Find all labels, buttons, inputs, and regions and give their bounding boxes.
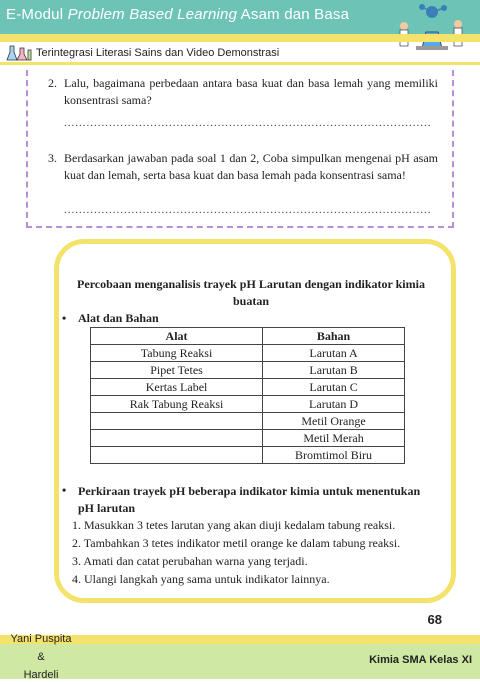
list-item: 4. Ulangi langkah yang sama untuk indikator lainnya. xyxy=(72,572,330,586)
header-accent-band xyxy=(0,34,480,42)
table-row: Pipet Tetes Larutan B xyxy=(91,362,405,379)
table-row: Metil Orange xyxy=(91,413,405,430)
col-header-tools: Alat xyxy=(91,328,263,345)
subtitle-underline xyxy=(0,62,480,65)
table-row: Bromtimol Biru xyxy=(91,447,405,464)
book-title: Kimia SMA Kelas XI xyxy=(369,654,472,666)
table-row: Tabung Reaksi Larutan A xyxy=(91,345,405,362)
lab-flasks-icon xyxy=(6,42,34,64)
table-row: Metil Merah xyxy=(91,430,405,447)
module-title: E-Modul Problem Based Learning Asam dan Basa xyxy=(6,6,350,23)
steps-list xyxy=(72,516,400,588)
bullet-icon: • xyxy=(62,483,67,497)
table-row: Kertas Label Larutan C xyxy=(91,379,405,396)
answer-line-3[interactable]: .................................................................................................. xyxy=(64,204,432,216)
tools-materials-table xyxy=(90,327,405,464)
bullet-icon: • xyxy=(62,311,67,325)
col-header-materials: Bahan xyxy=(263,328,405,345)
list-item: 2. Tambahkan 3 tetes indikator metil orange ke dalam tabung reaksi. xyxy=(72,536,401,550)
scientists-lab-illustration-icon xyxy=(392,2,472,54)
author-credit: Yani Puspita & Hardeli xyxy=(10,633,72,681)
list-item: 1. Masukkan 3 tetes larutan yang akan diuji kedalam tabung reaksi. xyxy=(72,518,396,532)
section-tools-heading: Alat dan Bahan xyxy=(78,311,159,325)
list-item: 3. Amati dan catat perubahan warna yang terjadi. xyxy=(72,554,308,568)
answer-line-2[interactable]: .................................................................................................. xyxy=(64,117,432,129)
experiment-title: Percobaan menganalisis trayek pH Larutan dengan indikator kimia buatan xyxy=(77,277,425,308)
section-steps-heading: Perkiraan trayek pH beberapa indikator kimia untuk menentukan pH larutan xyxy=(78,484,421,515)
module-subtitle: Terintegrasi Literasi Sains dan Video Demonstrasi xyxy=(36,47,280,59)
page-number: 68 xyxy=(427,612,442,627)
table-row: Rak Tabung Reaksi Larutan D xyxy=(91,396,405,413)
